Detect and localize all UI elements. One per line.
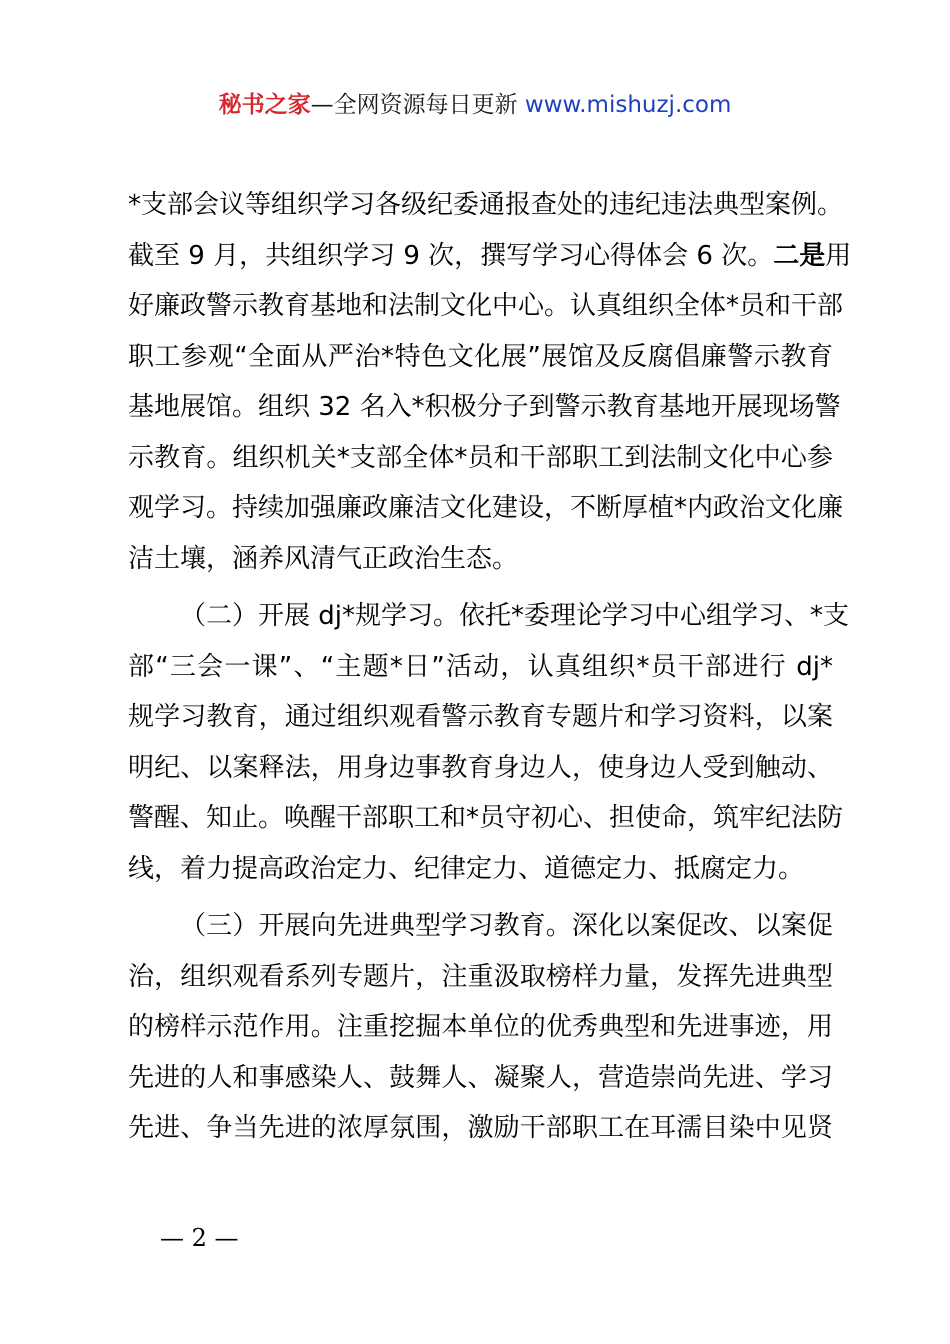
text-line: *支部会议等组织学习各级纪委通报查处的违纪违法典型案例。 [128, 190, 844, 220]
text-line: 明纪、以案释法，用身边事教育身边人，使身边人受到触动、 [128, 752, 833, 783]
document-body [128, 180, 852, 1154]
page-number: — 2 — [160, 1224, 239, 1252]
text-line: 洁土壤，涵养风清气正政治生态。 [128, 543, 519, 574]
text-line: 观学习。持续加强廉政廉洁文化建设，不断厚植*内政治文化廉 [128, 493, 844, 523]
text-line: 基地展馆。组织 32 名入*积极分子到警示教育基地开展现场警 [128, 392, 841, 422]
site-header [0, 88, 950, 122]
text-line: 的榜样示范作用。注重挖掘本单位的优秀典型和先进事迹，用 [128, 1012, 833, 1042]
text-line: 截至 9 月，共组织学习 9 次，撰写学习心得体会 6 次。二是用 [128, 240, 852, 271]
paragraph-1 [128, 180, 852, 584]
paragraph-3 [128, 901, 833, 1154]
text-line: 规学习教育，通过组织观看警示教育专题片和学习资料，以案 [128, 702, 833, 732]
text-line: 部“三会一课”、“主题*日”活动，认真组织*员干部进行 dj* [128, 651, 833, 682]
text-line: 职工参观“全面从严治*特色文化展”展馆及反腐倡廉警示教育 [128, 341, 833, 372]
text-line: （三）开展向先进典型学习教育。深化以案促改、以案促 [180, 911, 833, 941]
paragraph-2 [128, 591, 849, 894]
text-line: （二）开展 dj*规学习。依托*委理论学习中心组学习、*支 [180, 601, 849, 631]
text-line: 治，组织观看系列专题片，注重汲取榜样力量，发挥先进典型 [128, 961, 833, 992]
text-line: 示教育。组织机关*支部全体*员和干部职工到法制文化中心参 [128, 442, 833, 473]
text-line: 线，着力提高政治定力、纪律定力、道德定力、抵腐定力。 [128, 853, 805, 884]
emphasis-text: 二是 [773, 240, 826, 271]
site-brand: 秘书之家 [218, 92, 311, 118]
text-line: 警醒、知止。唤醒干部职工和*员守初心、担使命，筑牢纪法防 [128, 803, 844, 833]
text-line: 先进的人和事感染人、鼓舞人、凝聚人，营造崇尚先进、学习 [128, 1062, 833, 1093]
site-url-link[interactable]: www.mishuzj.com [524, 92, 732, 118]
text-line: 好廉政警示教育基地和法制文化中心。认真组织全体*员和干部 [128, 291, 844, 321]
site-tagline: —全网资源每日更新 [310, 92, 525, 118]
text-line: 先进、争当先进的浓厚氛围，激励干部职工在耳濡目染中见贤 [128, 1113, 833, 1143]
